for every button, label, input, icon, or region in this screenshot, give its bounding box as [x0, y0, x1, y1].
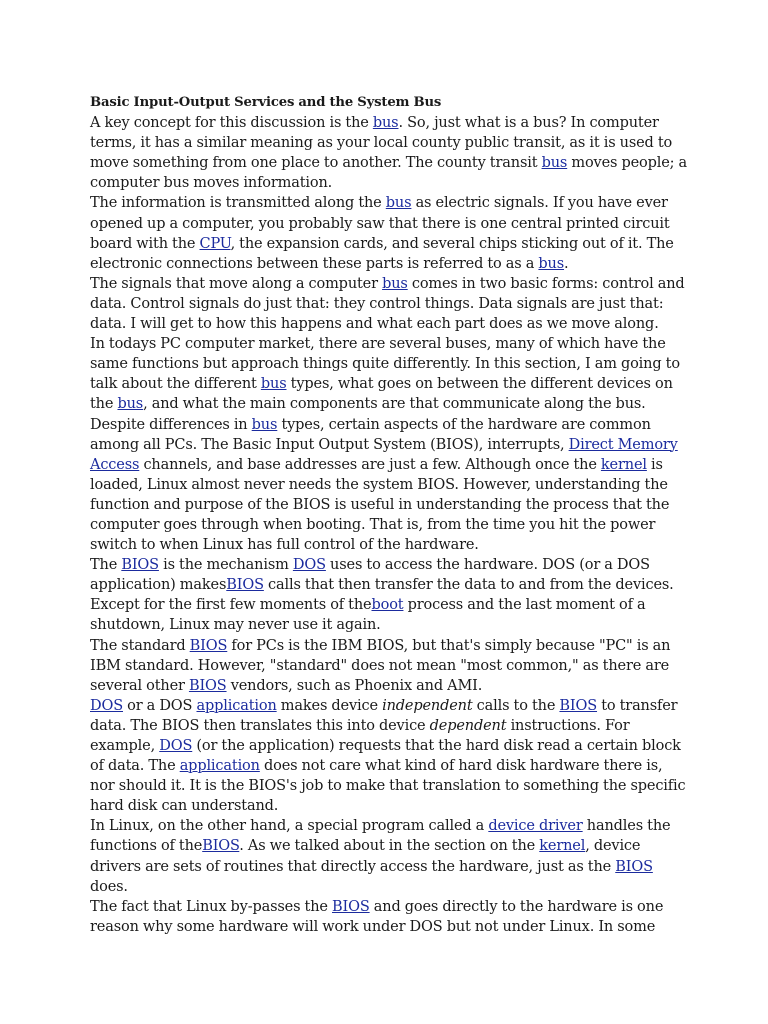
body-text: does not care what kind of hard disk hardware there is, nor should it. It is the BIOS's job to make that translation to something the specific hard disk can understand. [90, 758, 686, 815]
inline-link[interactable]: bus [382, 275, 408, 292]
body-text: for PCs is the IBM BIOS, but that's simply because "PC" is an IBM standard. However, "standard" does not mean "most common," as there are several other [90, 637, 671, 694]
section-title: Basic Input-Output Services and the System Bus [90, 95, 442, 110]
body-text: does. [90, 878, 128, 895]
inline-link[interactable]: application [179, 758, 260, 775]
body-text: In todays PC computer market, there are several buses, many of which have the same functions but approach things quite differently. In this section, I am going to talk about the different [90, 336, 680, 393]
paragraph [90, 816, 690, 896]
body-text: calls that then transfer the data to and from the devices. Except for the first few moments of the [90, 577, 674, 614]
body-text: vendors, such as Phoenix and AMI. [226, 677, 483, 694]
body-text: Despite differences in [90, 416, 252, 433]
body-text: In Linux, on the other hand, a special program called a [90, 818, 489, 835]
inline-link[interactable]: Direct Memory Access [90, 436, 678, 473]
emphasis-text: dependent [429, 717, 507, 734]
paragraph [90, 334, 690, 414]
body-text: handles the functions of the [90, 818, 671, 855]
body-text: , and what the main components are that communicate along the bus. [143, 396, 646, 413]
inline-link[interactable]: application [196, 697, 277, 714]
inline-link[interactable]: bus [541, 155, 568, 172]
body-text: calls to the [472, 697, 560, 714]
paragraph-list [90, 113, 690, 937]
inline-link[interactable]: bus [372, 115, 399, 132]
emphasis-text: independent [382, 697, 473, 714]
inline-link[interactable]: BIOS [226, 577, 264, 594]
inline-link[interactable]: BIOS [615, 858, 653, 875]
inline-link[interactable]: kernel [539, 838, 586, 855]
body-text: and goes directly to the hardware is one reason why some hardware will work under DOS but not under Linux. In some [90, 898, 664, 935]
body-text: . So, just what is a bus? In computer terms, it has a similar meaning as your local county public transit, as it is used to move something from one place to another. The county transit [90, 115, 673, 172]
paragraph [90, 113, 690, 193]
body-text: . As we talked about in the section on the [239, 838, 540, 855]
inline-link[interactable]: bus [251, 416, 278, 433]
body-text: The fact that Linux by-passes the [90, 898, 333, 915]
document-body [90, 93, 690, 937]
body-text: (or the application) requests that the hard disk read a certain block of data. The [90, 738, 681, 775]
inline-link[interactable]: DOS [292, 557, 326, 574]
paragraph [90, 696, 690, 817]
body-text: . [564, 255, 569, 272]
inline-link[interactable]: CPU [199, 235, 231, 252]
inline-link[interactable]: bus [260, 376, 287, 393]
body-text: moves people; a computer bus moves information. [90, 155, 688, 192]
paragraph [90, 415, 690, 556]
inline-link[interactable]: device driver [488, 818, 583, 835]
body-text: , device drivers are sets of routines that directly access the hardware, just as the [90, 838, 641, 875]
body-text: types, what goes on between the different devices on the [90, 376, 673, 413]
body-text: The information is transmitted along the [90, 195, 386, 212]
body-text: to transfer data. The BIOS then translates this into device [90, 697, 678, 734]
inline-link[interactable]: bus [385, 195, 412, 212]
body-text: The signals that move along a computer [90, 275, 383, 292]
body-text: The standard [90, 637, 190, 654]
paragraph [90, 193, 690, 273]
inline-link[interactable]: DOS [90, 697, 123, 714]
inline-link[interactable]: kernel [600, 456, 647, 473]
body-text: , the expansion cards, and several chips sticking out of it. The electronic connections between these parts is referred to as a [90, 235, 674, 272]
inline-link[interactable]: boot [371, 597, 404, 614]
paragraph [90, 555, 690, 635]
paragraph [90, 897, 690, 937]
inline-link[interactable]: BIOS [559, 697, 598, 714]
body-text: instructions. For example, [90, 717, 630, 754]
inline-link[interactable]: BIOS [189, 637, 228, 654]
body-text: channels, and base addresses are just a few. Although once the [139, 456, 601, 473]
inline-link[interactable]: BIOS [188, 677, 227, 694]
body-text: or a DOS [123, 697, 197, 714]
inline-link[interactable]: bus [117, 396, 144, 413]
inline-link[interactable]: BIOS [121, 557, 159, 574]
paragraph [90, 274, 690, 334]
body-text: is loaded, Linux almost never needs the system BIOS. However, understanding the function and purpose of the BIOS is useful in understanding the process that the computer goes through when booting. That is, from the time you hit the power switch to when Linux has full control of the hardware. [90, 456, 670, 554]
inline-link[interactable]: bus [538, 255, 565, 272]
inline-link[interactable]: BIOS [202, 838, 240, 855]
inline-link[interactable]: BIOS [332, 898, 370, 915]
body-text: is the mechanism [158, 557, 293, 574]
body-text: types, certain aspects of the hardware are common among all PCs. The Basic Input Output System (BIOS), interrupts, [90, 416, 651, 453]
body-text: comes in two basic forms: control and data. Control signals do just that: they control things. Data signals are just that: data. I will get to how this happens and what each part does as we move along. [90, 275, 685, 333]
body-text: process and the last moment of a shutdown, Linux may never use it again. [90, 597, 646, 634]
inline-link[interactable]: DOS [159, 738, 193, 754]
body-text: uses to access the hardware. DOS (or a DOS application) makes [90, 557, 650, 594]
body-text: makes device [276, 697, 383, 714]
body-text: The [90, 557, 122, 574]
paragraph [90, 636, 690, 696]
body-text: A key concept for this discussion is the [90, 115, 373, 132]
body-text: as electric signals. If you have ever opened up a computer, you probably saw that there is one central printed circuit board with the [90, 195, 670, 252]
